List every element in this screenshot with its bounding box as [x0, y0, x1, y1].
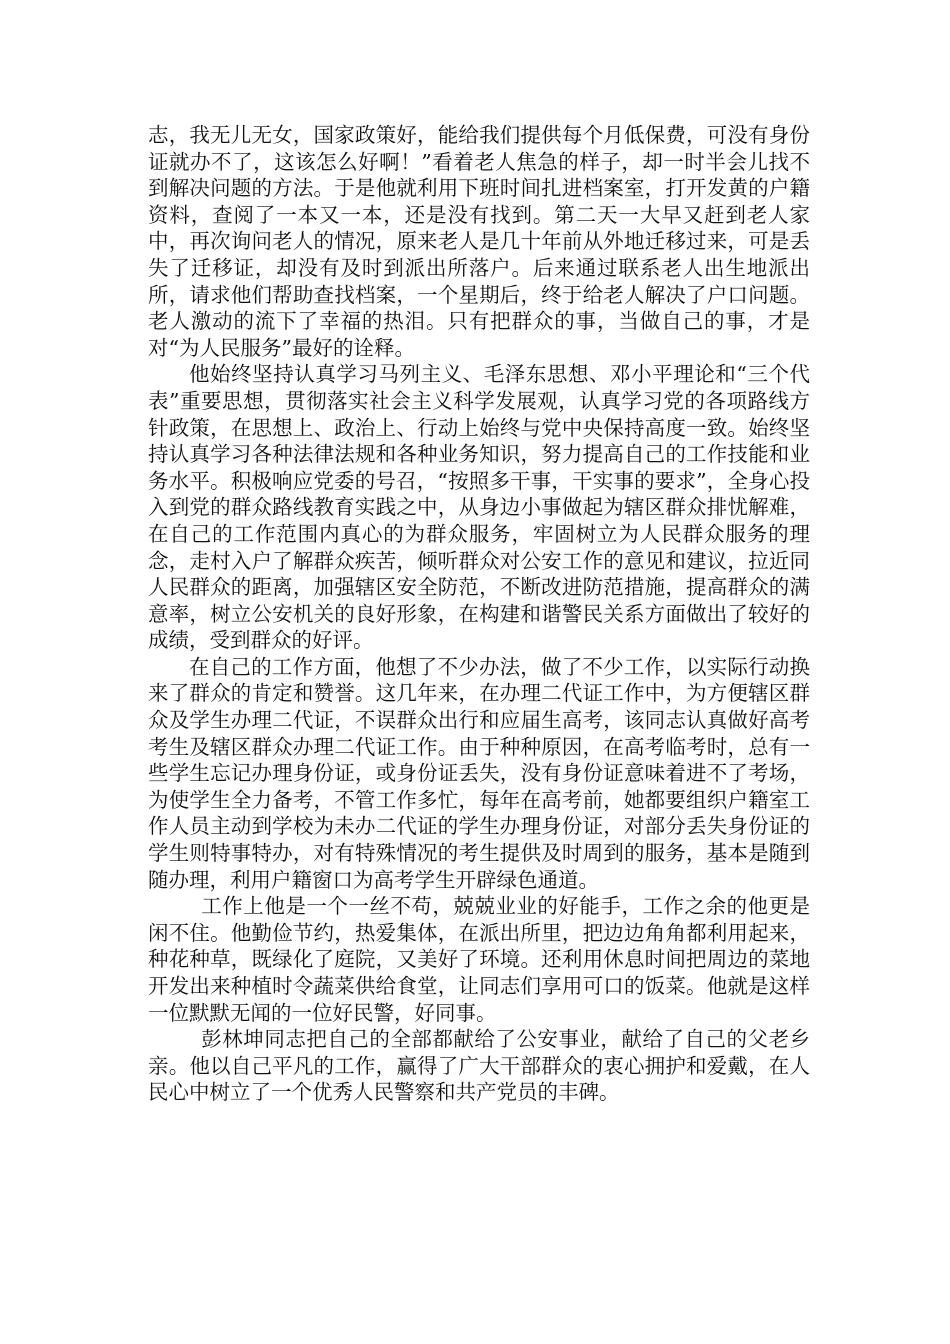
paragraph-study: 他始终坚持认真学习马列主义、毛泽东思想、邓小平理论和“三个代表”重要思想，贯彻落实社会主义科学发展观，认真学习党的各项路线方针政策，在思想上、政治上、行动上始终与党中央保持高度一致。始终坚持认真学习各种法律法规和各种业务知识，努力提高自己的工作技能和业务水平。积极响应党委的号召，“按照多干事，干实事的要求”，全身心投入到党的群众路线教育实践之中，从身边小事做起为辖区群众排忧解难，在自己的工作范围内真心的为群众服务，牢固树立为人民群众服务的理念，走村入户了解群众疾苦，倾听群众对公安工作的意见和建议，拉近同人民群众的距离，加强辖区安全防范，不断改进防范措施，提高群众的满意率，树立公安机关的良好形象，在构建和谐警民关系方面做出了较好的成绩，受到群众的好评。: [148, 362, 810, 653]
paragraph-diligence: 工作上他是一个一丝不苟，兢兢业业的好能手，工作之余的他更是闲不住。他勤俭节约，热爱集体，在派出所里，把边边角角都利用起来，种花种草，既绿化了庭院，又美好了环境。还利用休息时间把周边的菜地开发出来种植时令蔬菜供给食堂，让同志们享用可口的饭菜。他就是这样一位默默无闻的一位好民警，好同事。: [148, 894, 810, 1025]
document-body: [148, 122, 810, 1106]
paragraph-id-card-work: 在自己的工作方面，他想了不少办法，做了不少工作，以实际行动换来了群众的肯定和赞誉。这几年来，在办理二代证工作中，为方便辖区群众及学生办理二代证，不误群众出行和应届生高考，该同志认真做好高考考生及辖区群众办理二代证工作。由于种种原因，在高考临考时，总有一些学生忘记办理身份证，或身份证丢失，没有身份证意味着进不了考场，为使学生全力备考，不管工作多忙，每年在高考前，她都要组织户籍室工作人员主动到学校为未办二代证的学生办理身份证，对部分丢失身份证的学生则特事特办，对有特殊情况的考生提供及时周到的服务，基本是随到随办理，利用户籍窗口为高考学生开辟绿色通道。: [148, 654, 810, 892]
paragraph-continued: 志，我无儿无女，国家政策好，能给我们提供每个月低保费，可没有身份证就办不了，这该怎么好啊！”看着老人焦急的样子，却一时半会儿找不到解决问题的方法。于是他就利用下班时间扎进档案室，打开发黄的户籍资料，查阅了一本又一本，还是没有找到。第二天一大早又赶到老人家中，再次询问老人的情况，原来老人是几十年前从外地迁移过来，可是丢失了迁移证，却没有及时到派出所落户。后来通过联系老人出生地派出所，请求他们帮助查找档案，一个星期后，终于给老人解决了户口问题。老人激动的流下了幸福的热泪。只有把群众的事，当做自己的事，才是对“为人民服务”最好的诠释。: [148, 123, 810, 360]
paragraph-conclusion: 彭林坤同志把自己的全部都献给了公安事业，献给了自己的父老乡亲。他以自己平凡的工作，赢得了广大干部群众的衷心拥护和爱戴，在人民心中树立了一个优秀人民警察和共产党员的丰碑。: [148, 1027, 810, 1105]
